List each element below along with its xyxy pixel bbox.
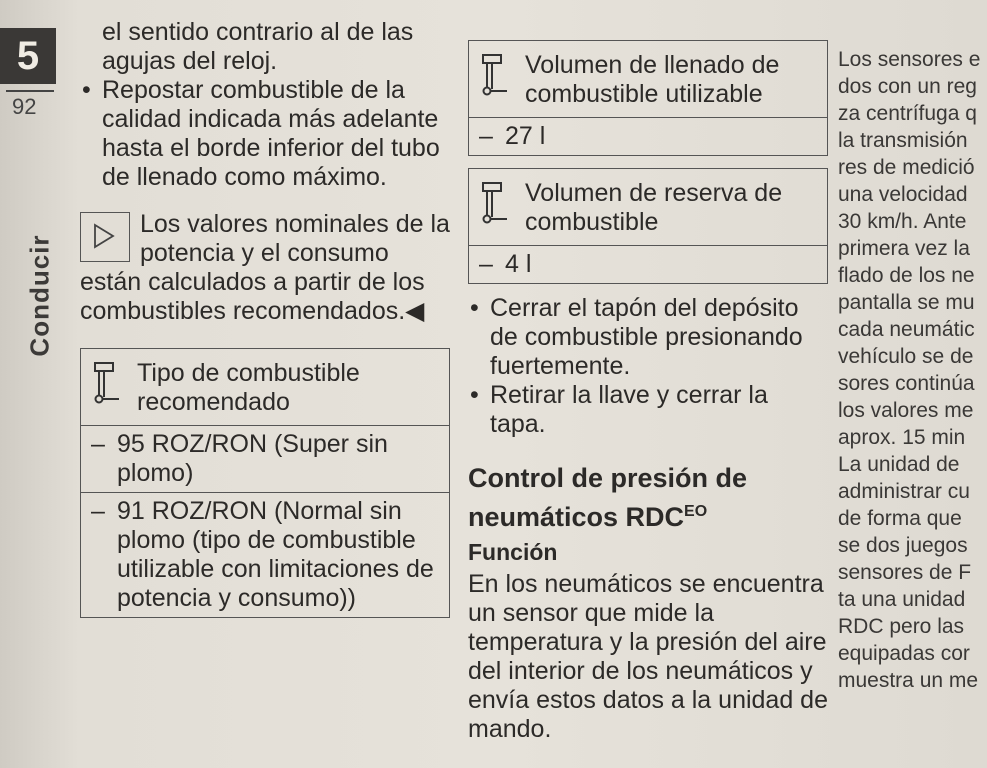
text-line: equipadas cor: [838, 642, 970, 665]
fill-volume-table: [468, 40, 828, 156]
continued-text: el sentido contrario al de las agujas del reloj.: [102, 18, 414, 75]
text-line: la transmisión: [838, 129, 968, 152]
column-left: [80, 18, 450, 618]
fuel-type-header: Tipo de combustible recomendado: [137, 359, 360, 416]
bullet-refuel-text: Repostar combustible de la calidad indicada más adelante hasta el borde inferior del tubo de llenado como máximo.: [102, 76, 440, 191]
bullet-remove-key: • Retirar la llave y cerrar la tapa.: [470, 381, 768, 438]
text-line: ta una unidad: [838, 588, 966, 611]
text-line: za centrífuga q: [838, 102, 977, 125]
text-line: vehículo se de: [838, 345, 974, 368]
note-block: [80, 210, 450, 326]
reserve-volume-table: [468, 168, 828, 284]
fill-volume-header: Volumen de llenado de combustible utilizable: [525, 51, 780, 108]
section-heading: Control de presión de neumáticos $RDC^{EO}$: [468, 463, 748, 532]
bullet-refuel: [80, 76, 450, 192]
text-line: los valores me: [838, 399, 974, 422]
fuel-pump-icon: [479, 51, 511, 99]
fuel-type-header-row: [81, 349, 449, 426]
column-right-cropped: [838, 46, 987, 694]
reserve-volume-header: Volumen de reserva de combustible: [525, 179, 783, 236]
page-number-rule: [6, 90, 54, 92]
fuel-type-value: 95 ROZ/RON (Super sin plomo): [117, 430, 388, 487]
text-line: res de medició: [838, 156, 975, 179]
column-middle: [468, 40, 828, 744]
text-line: administrar cu: [838, 480, 970, 503]
text-line: La unidad de: [838, 453, 960, 476]
fuel-type-value: 91 ROZ/RON (Normal sin plomo (tipo de combustible utilizable con limitaciones de potencia y consumo)): [117, 497, 434, 612]
text-line: sensores de F: [838, 561, 972, 584]
text-line: muestra un me: [838, 669, 979, 692]
text-line: dos con un reg: [838, 75, 977, 98]
section-title: Conducir: [24, 234, 55, 357]
fuel-type-row: – 91 ROZ/RON (Normal sin plomo (tipo de combustible utilizable con limitaciones de potencia y consumo)): [91, 497, 434, 612]
bullet-remove-key-text: Retirar la llave y cerrar la tapa.: [490, 381, 768, 438]
fill-volume-header-row: [469, 41, 827, 118]
fuel-type-table: [80, 348, 450, 618]
reserve-volume-value: 4 l: [505, 250, 532, 278]
subsection-heading: Función: [468, 539, 558, 565]
fuel-pump-icon: [479, 179, 511, 227]
page-number: 92: [12, 94, 37, 119]
bullet-close-cap: • Cerrar el tapón del depósito de combustible presionando fuertemente.: [470, 294, 803, 380]
reserve-volume-header-row: [469, 169, 827, 246]
reserve-volume-row: – 4 l: [479, 250, 532, 278]
chapter-number: 5: [0, 28, 56, 84]
text-line: cada neumátic: [838, 318, 975, 341]
note-play-icon: [80, 212, 130, 262]
bullet-dot: •: [82, 76, 91, 104]
text-line: primera vez la: [838, 237, 970, 260]
text-line: de forma que: [838, 507, 962, 530]
text-line: sores continúa: [838, 372, 975, 395]
fuel-type-row: – 95 ROZ/RON (Super sin plomo): [81, 426, 449, 493]
text-line: una velocidad: [838, 183, 968, 206]
text-line: RDC pero las: [838, 615, 965, 638]
note-text: Los valores nominales de la potencia y el consumo están calculados a partir de los combustibles recomendados.◀: [80, 210, 450, 325]
fill-volume-row: – 27 l: [479, 122, 546, 150]
text-line: se dos juegos: [838, 534, 968, 557]
text-line: flado de los ne: [838, 264, 975, 287]
function-body-text: En los neumáticos se encuentra un sensor que mide la temperatura y la presión del aire del interior de los neumáticos y envía estos datos a la unidad de mando.: [468, 570, 828, 743]
fill-volume-value: 27 l: [505, 122, 546, 150]
fuel-pump-icon: [91, 359, 123, 407]
heading-superscript: EO: [684, 503, 708, 520]
bullet-close-cap-text: Cerrar el tapón del depósito de combustible presionando fuertemente.: [490, 294, 803, 380]
text-line: Los sensores e: [838, 48, 981, 71]
text-line: aprox. 15 min: [838, 426, 966, 449]
text-line: pantalla se mu: [838, 291, 975, 314]
text-line: 30 km/h. Ante: [838, 210, 967, 233]
